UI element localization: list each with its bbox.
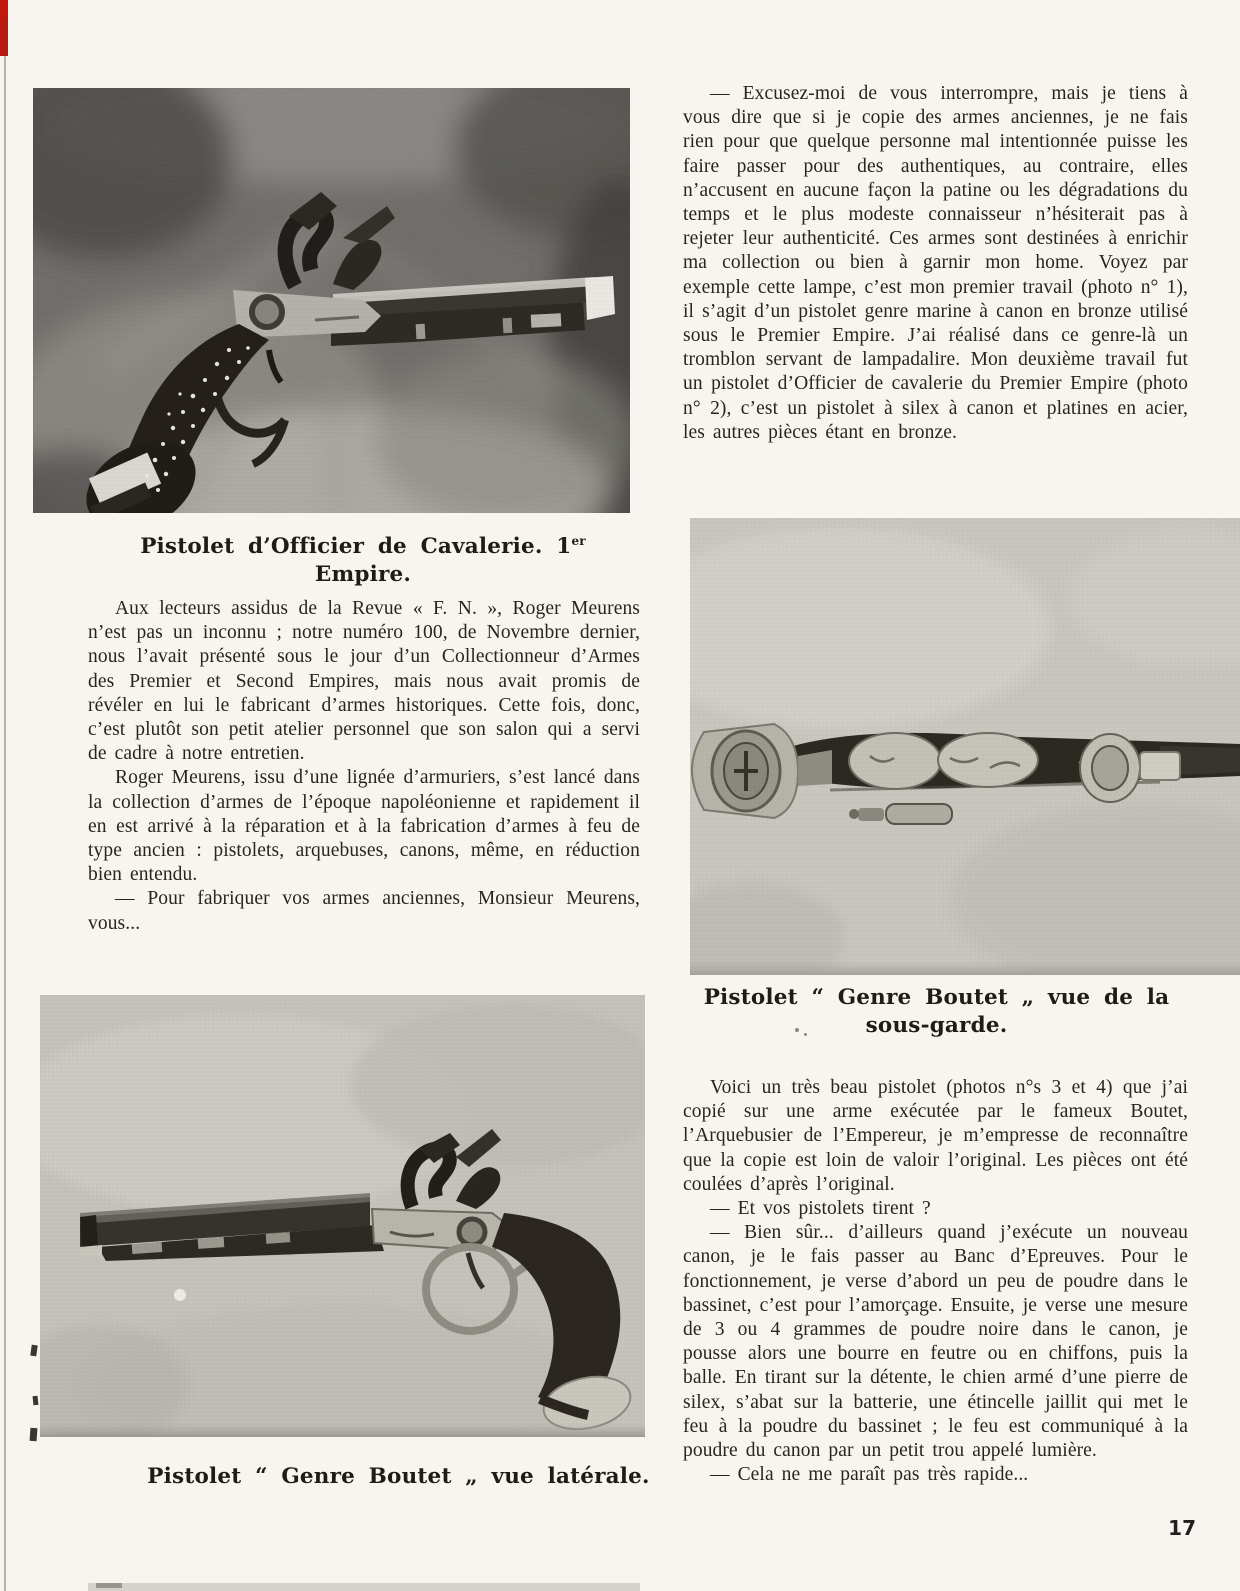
scan-mark [33, 1396, 39, 1405]
paragraph: — Et vos pistolets tirent ? [710, 1198, 931, 1220]
paragraph: — Bien sûr... d’ailleurs quand j’exécute un nouveau canon, je le fais passer au Banc d’Epreuves. Pour le fonctionnement, je verse d’abord un peu de poudre dans le bassinet, c’est pour l’amorçage. Ensuite, je verse une mesure de 3 ou 4 grammes de poudre noire dans le canon, je pousse alors une bourre en feutre ou en chiffons, puis la balle. En tirant sur la détente, le chien armé d’une pierre de silex, s’abat sur la batterie, une étincelle jaillit qui met le feu à la poudre du bassinet ; le feu est communiqué à la poudre du canon par un petit trou appelé lumière. [683, 1222, 1188, 1462]
photo-boutet-side [40, 995, 645, 1437]
paragraph: — Cela ne me paraît pas très rapide... [710, 1464, 1029, 1486]
photo-cavalry-pistol [33, 88, 630, 513]
paragraph: — Excusez-moi de vous interrompre, mais je tiens à vous dire que si je copie des armes anciennes, je ne fais rien pour que quelque personne mal intentionnée puisse les faire passer pour des authentiques, au contraire, elles n’accusent en aucune façon la patine ou les dégradations du temps et le plus modeste connaisseur n’hésiterait pas à rejeter leur authenticité. Ces armes sont destinées à enrichir ma collection ou bien à garnir mon home. Voyez par exemple cette lampe, c’est mon premier travail (photo n° 1), il s’agit d’un pistolet genre marine à canon en bronze utilisé sous le Premier Empire. J’ai réalisé dans ce genre-là un tromblon servant de lampadalire. Mon deuxième travail fut un pistolet d’Officier de cavalerie du Premier Empire (photo n° 2), c’est un pistolet à silex à canon et platines en acier, les autres pièces étant en bronze. [683, 83, 1188, 443]
right-column-text-bottom [683, 1076, 1188, 1487]
caption-photo1-sup: er [571, 534, 586, 548]
boutet-underside-illustration [690, 518, 1240, 975]
bottom-scan-strip [88, 1583, 640, 1591]
paragraph: Voici un très beau pistolet (photos n°s 3 et 4) que j’ai copié sur une arme exécutée par le fameux Boutet, l’Arquebusier de l’Empereur, je m’empresse de reconnaître que la copie est loin de valoir l’original. Les pièces ont été coulées d’après l’original. [683, 1077, 1188, 1195]
right-column-text-top [683, 82, 1188, 445]
boutet-side-illustration [40, 995, 645, 1437]
caption-photo2: Pistolet “ Genre Boutet „ vue de la sous-garde. [703, 985, 1170, 1038]
paragraph: Roger Meurens, issu d’une lignée d’armuriers, s’est lancé dans la collection d’armes de l’époque napoléonienne et rapidement il en est arrivé à la réparation et à la fabrication d’armes à feu de type ancien : pistolets, arquebuses, canons, même, en réduction bien entendu. [88, 767, 640, 886]
left-column-text [88, 597, 640, 936]
caption-photo1 [88, 527, 638, 589]
scan-mark [30, 1345, 37, 1357]
scan-mark [30, 1428, 38, 1441]
photo-boutet-underside [690, 518, 1240, 975]
page-left-edge-line [4, 18, 6, 1591]
cavalry-pistol-illustration [33, 88, 630, 513]
paragraph: — Pour fabriquer vos armes anciennes, Monsieur Meurens, vous... [88, 888, 640, 934]
page-number: 17 [1168, 1516, 1196, 1540]
caption-photo1-text: Pistolet d’Officier de Cavalerie. 1 [140, 534, 572, 560]
caption-photo3: Pistolet “ Genre Boutet „ vue latérale. [147, 1464, 650, 1489]
caption-photo1-tail: Empire. [314, 562, 412, 588]
paragraph: Aux lecteurs assidus de la Revue « F. N. », Roger Meurens n’est pas un inconnu ; notre numéro 100, de Novembre dernier, nous l’avait présenté sous le jour d’un Collectionneur d’Armes des Premier et Second Empires, mais nous avait promis de révéler en lui le fabricant d’armes historiques. Cette fois, donc, c’est plutôt son petit atelier personnel que son salon qui a servi de cadre à notre entretien. [88, 598, 640, 765]
